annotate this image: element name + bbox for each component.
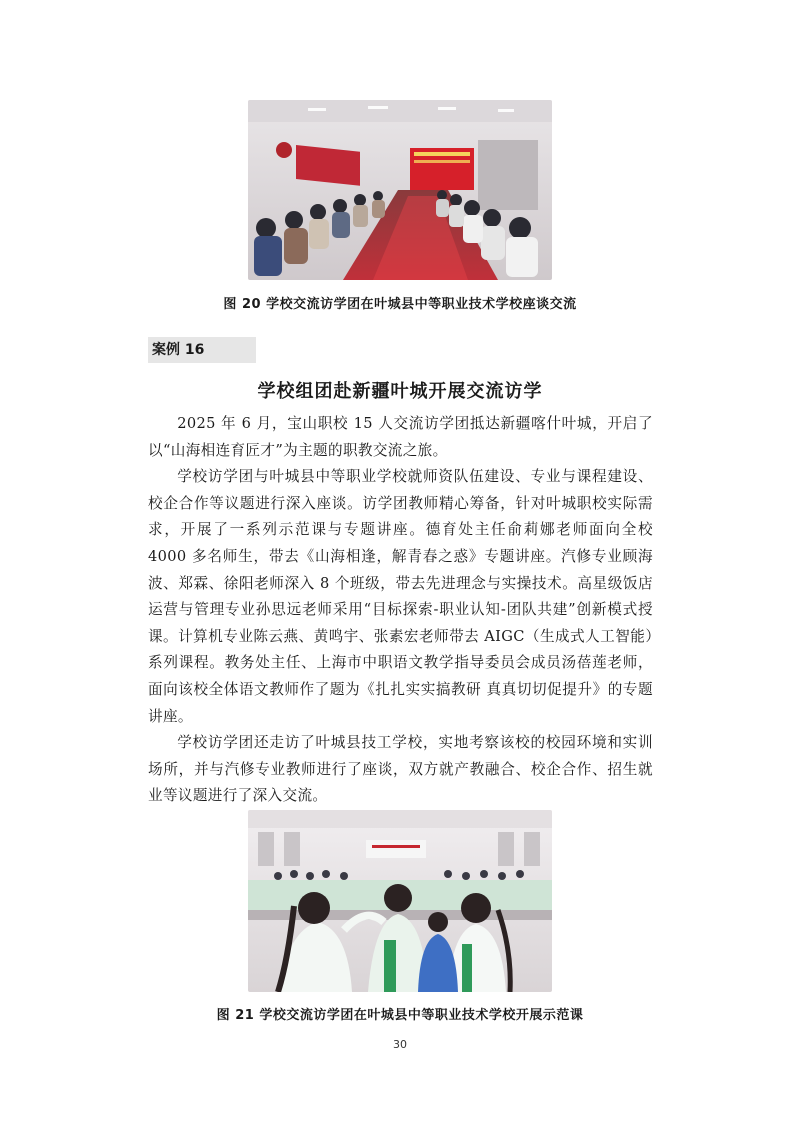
article-body	[148, 411, 653, 810]
classroom-photo-illustration	[248, 810, 552, 992]
figure-21-caption: 图 21 学校交流访学团在叶城县中等职业技术学校开展示范课	[216, 1008, 584, 1023]
page-number: 30	[393, 1038, 407, 1051]
classroom-photo	[248, 810, 552, 992]
figure-20-caption: 图 20 学校交流访学团在叶城县中等职业技术学校座谈交流	[223, 297, 577, 312]
article-title: 学校组团赴新疆叶城开展交流访学	[257, 381, 543, 402]
meeting-photo	[248, 100, 552, 280]
meeting-photo-illustration	[248, 100, 552, 280]
case-label: 案例 16	[148, 337, 256, 363]
paragraph-2: 学校访学团与叶城县中等职业学校就师资队伍建设、专业与课程建设、校企合作等议题进行深入座谈。访学团教师精心筹备，针对叶城职校实际需求，开展了一系列示范课与专题讲座。德育处主任俞莉娜老师面向全校 4000 多名师生，带去《山海相逢，解青春之惑》专题讲座。汽修专业顾海波、郑霖、徐阳老师深入 8 个班级，带去先进理念与实操技术。高星级饭店运营与管理专业孙思远老师采用“目标探索-职业认知-团队共建”创新模式授课。计算机专业陈云燕、黄鸣宇、张素宏老师带去 AIGC（生成式人工智能）系列课程。教务处主任、上海市中职语文教学指导委员会成员汤蓓莲老师，面向该校全体语文教师作了题为《扎扎实实搞教研 真真切切促提升》的专题讲座。	[148, 468, 653, 725]
paragraph-3: 学校访学团还走访了叶城县技工学校，实地考察该校的校园环境和实训场所，并与汽修专业教师进行了座谈，双方就产教融合、校企合作、招生就业等议题进行了深入交流。	[148, 734, 653, 805]
paragraph-1: 2025 年 6 月，宝山职校 15 人交流访学团抵达新疆喀什叶城，开启了以“山海相连育匠才”为主题的职教交流之旅。	[148, 415, 653, 459]
